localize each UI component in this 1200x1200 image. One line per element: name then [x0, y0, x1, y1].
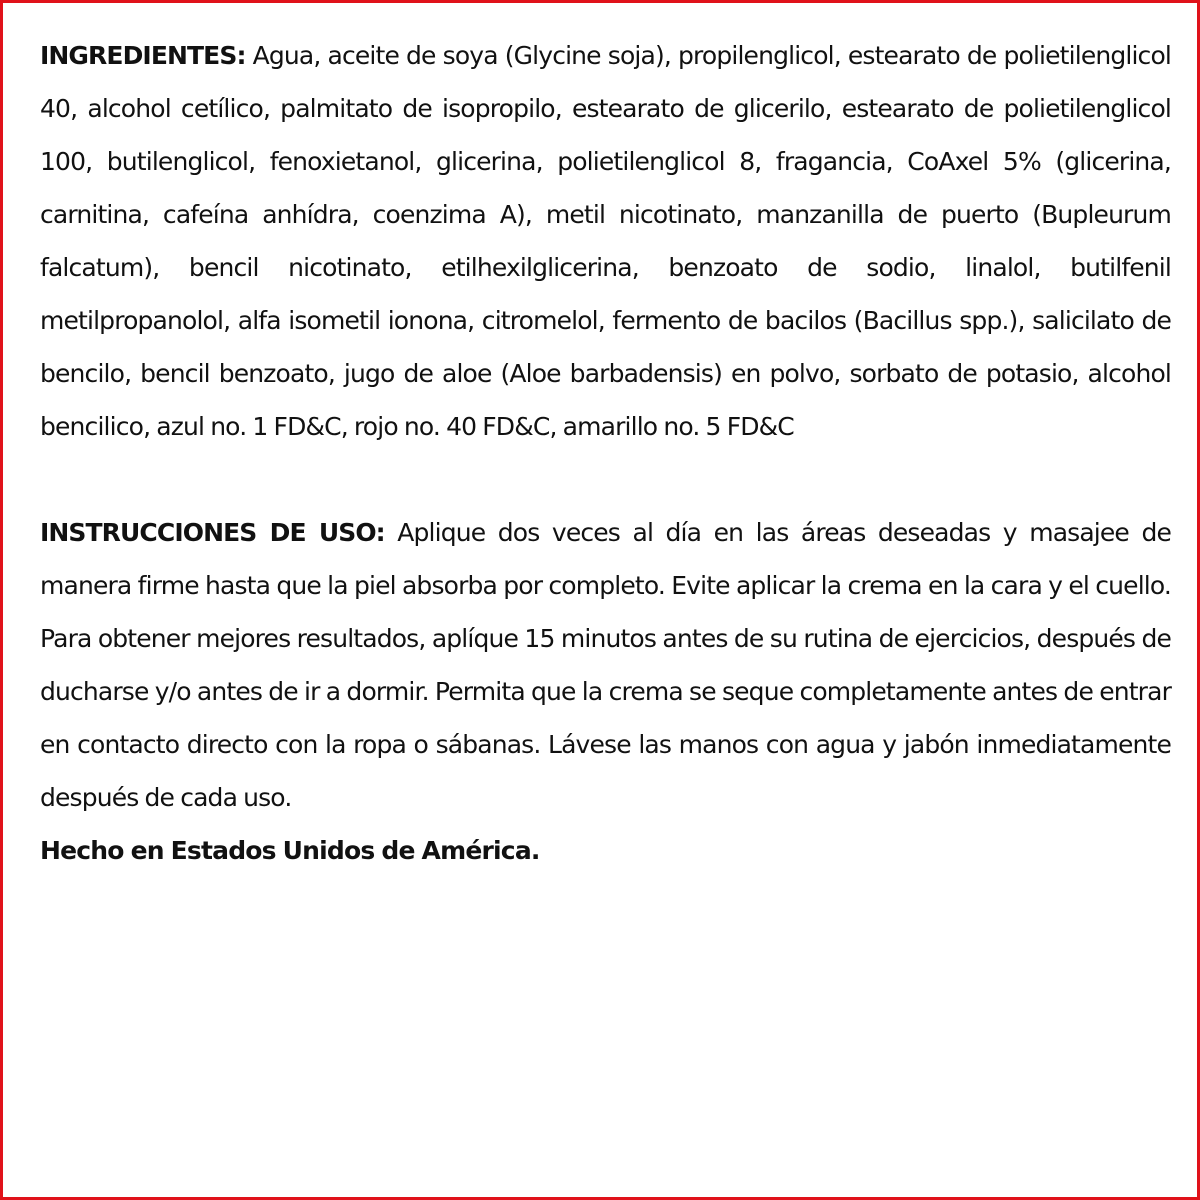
instructions-text: Aplique dos veces al día en las áreas deseadas y masajee de manera firme hasta que la piel absorba por completo. Evite aplicar la crema en la cara y el cuello. Para obtener mejores resultados, aplíque 15 minutos antes de su rutina de ejercicios, después de ducharse y/o antes de ir a dormir. Permita que la crema se seque completamente antes de entrar en contacto directo con la ropa o sábanas. Lávese las manos con agua y jabón inmediatamente después de cada uso. — [40, 518, 1172, 812]
instructions-heading: INSTRUCCIONES DE USO: — [40, 518, 385, 547]
ingredients-heading: INGREDIENTES: — [40, 41, 246, 70]
made-in-statement: Hecho en Estados Unidos de América. — [40, 836, 540, 865]
instructions-section — [40, 506, 1171, 824]
ingredients-section — [40, 29, 1171, 453]
ingredients-text: Agua, aceite de soya (Glycine soja), propilenglicol, estearato de polietilenglicol 40, alcohol cetílico, palmitato de isopropilo, estearato de glicerilo, estearato de polietilenglicol 100, butilenglicol, fenoxietanol, glicerina, polietilenglicol 8, fragancia, CoAxel 5% (glicerina, carnitina, cafeína anhídra, coenzima A), metil nicotinato, manzanilla de puerto (Bupleurum falcatum), bencil nicotinato, etilhexilglicerina, benzoato de sodio, linalol, butilfenil metilpropanolol, alfa isometil ionona, citromelol, fermento de bacilos (Bacillus spp.), salicilato de bencilo, bencil benzoato, jugo de aloe (Aloe barbadensis) en polvo, sorbato de potasio, alcohol bencilico, azul no. 1 FD&C, rojo no. 40 FD&C, amarillo no. 5 FD&C — [40, 41, 1171, 441]
label-content — [40, 29, 1171, 877]
section-spacer — [40, 453, 1171, 506]
